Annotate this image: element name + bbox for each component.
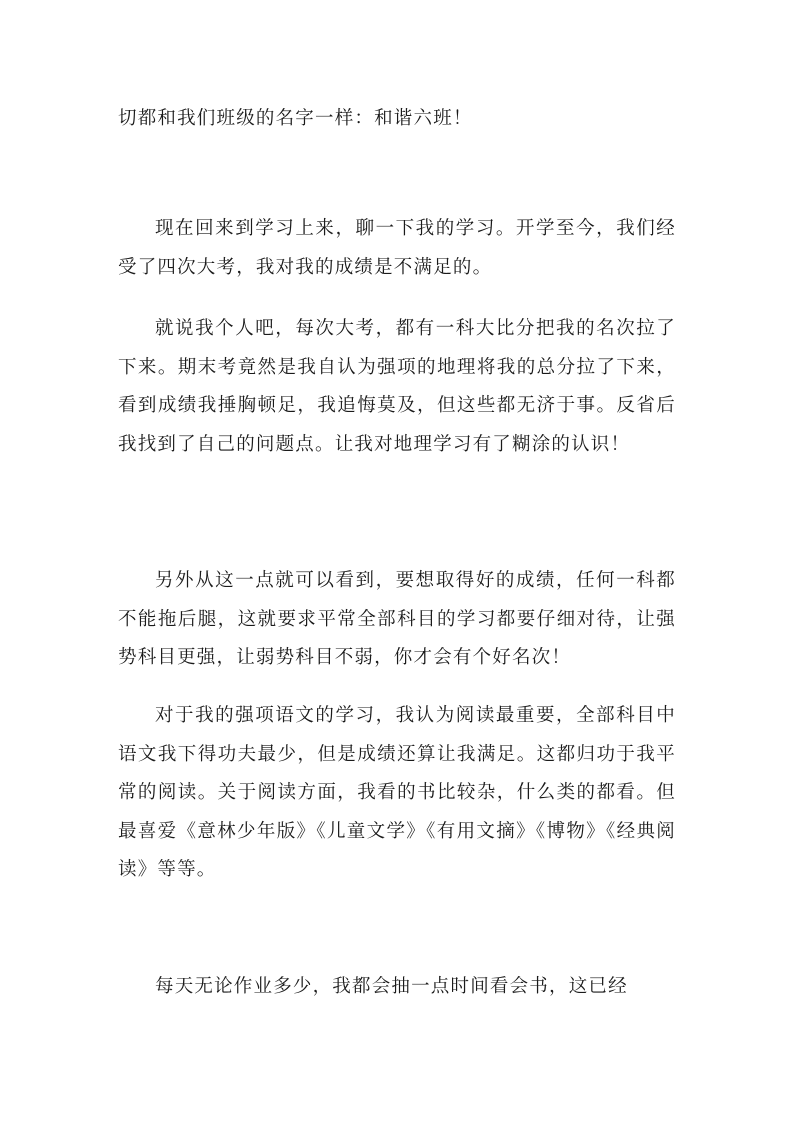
paragraph-all-subjects: 另外从这一点就可以看到，要想取得好的成绩，任何一科都不能拖后腿，这就要求平常全部科目的学习都要仔细对待，让强势科目更强，让弱势科目不弱，你才会有个好名次！ <box>118 570 676 668</box>
paragraph-chinese-reading: 对于我的强项语文的学习，我认为阅读最重要，全部科目中语文我下得功夫最少，但是成绩还算让我满足。这都归功于我平常的阅读。关于阅读方面，我看的书比较杂，什么类的都看。但最喜爱《意林少年版》《儿童文学》《有用文摘》《博物》《经典阅读》等等。 <box>118 705 676 880</box>
paragraph-daily-reading: 每天无论作业多少，我都会抽一点时间看会书，这已经 <box>155 976 628 997</box>
paragraph-study-intro: 现在回来到学习上来，聊一下我的学习。开学至今，我们经受了四次大考，我对我的成绩是不满足的。 <box>118 218 676 278</box>
paragraph-exam-reflection: 就说我个人吧，每次大考，都有一科大比分把我的名次拉了下来。期末考竟然是我自认为强项的地理将我的总分拉了下来，看到成绩我捶胸顿足，我追悔莫及，但这些都无济于事。反省后我找到了自己的问题点。让我对地理学习有了糊涂的认识！ <box>118 318 676 455</box>
paragraph-continuation: 切都和我们班级的名字一样：和谐六班！ <box>118 108 473 129</box>
